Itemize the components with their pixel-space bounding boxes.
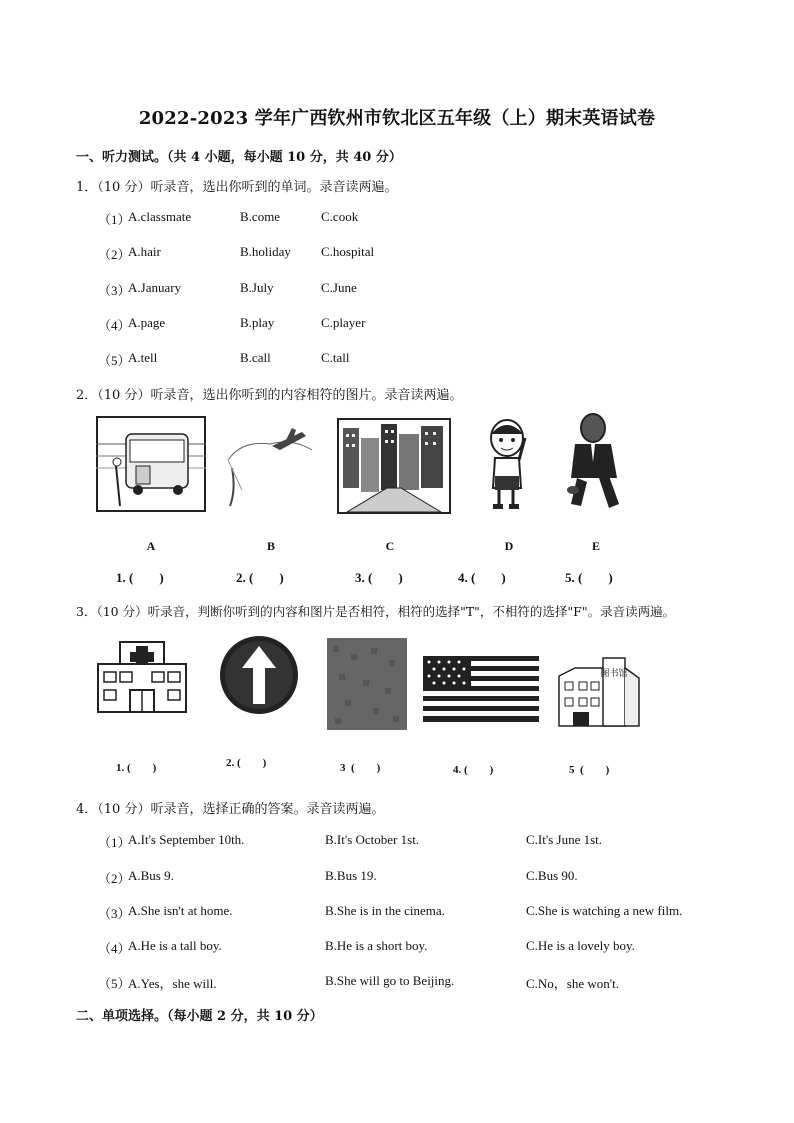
option-number: （5） <box>98 353 131 368</box>
answer-blank[interactable]: 2. ( ) <box>226 757 267 769</box>
q1-stem: 1．（10 分）听录音，选出你听到的单词。录音读两遍。 <box>76 180 398 195</box>
option-number: （2） <box>98 871 131 886</box>
option-a: A.Yes，she will. <box>128 976 217 991</box>
option-a: A.He is a tall boy. <box>128 938 222 953</box>
answer-blank[interactable]: 2. ( ) <box>236 570 284 585</box>
go-straight-sign-picture <box>218 634 300 716</box>
city-buildings-picture <box>337 418 451 514</box>
option-b: B.play <box>240 315 275 330</box>
option-number: （3） <box>98 906 131 921</box>
section-2-heading: 二、单项选择。（每小题 2 分，共 10 分） <box>76 1009 323 1024</box>
answer-blank[interactable]: 1. ( ) <box>116 570 164 585</box>
option-a: A.hair <box>128 244 161 259</box>
student-picture <box>481 416 533 512</box>
option-c: C.cook <box>321 209 359 224</box>
q4-stem: 4．（10 分）听录音，选择正确的答案。录音读两遍。 <box>76 802 385 817</box>
bus-picture <box>96 416 206 512</box>
answer-blank[interactable]: 5 ( ) <box>569 764 610 776</box>
option-b: B.She is in the cinema. <box>325 903 445 918</box>
picture-label-d: D <box>504 539 514 553</box>
option-number: （4） <box>98 318 131 333</box>
gray-square-picture <box>327 638 407 730</box>
option-number: （5） <box>98 976 131 991</box>
option-c: C.tall <box>321 350 350 365</box>
picture-label-a: A <box>146 539 156 553</box>
answer-blank[interactable]: 4. ( ) <box>453 764 494 776</box>
picture-label-c: C <box>385 539 395 553</box>
answer-blank[interactable]: 1. ( ) <box>116 762 157 774</box>
option-c: C.June <box>321 280 357 295</box>
picture-label-b: B <box>266 539 275 553</box>
answer-blank[interactable]: 4. ( ) <box>458 570 506 585</box>
hospital-picture <box>96 640 188 716</box>
answer-blank[interactable]: 3. ( ) <box>355 570 403 585</box>
option-b: B.come <box>240 209 281 224</box>
option-c: C.He is a lovely boy. <box>526 938 635 953</box>
option-a: A.January <box>128 280 182 295</box>
option-number: （1） <box>98 212 131 227</box>
option-a: A.Bus 9. <box>128 868 174 883</box>
option-b: B.Bus 19. <box>325 868 377 883</box>
q3-stem: 3．（10 分）听录音，判断你听到的内容和图片是否相符，相符的选择"T"，不相符的选择"F"。录音读两遍。 <box>76 604 676 619</box>
q2-stem: 2．（10 分）听录音，选出你听到的内容相符的图片。录音读两遍。 <box>76 388 463 403</box>
option-a: A.classmate <box>128 209 192 224</box>
option-c: C.player <box>321 315 366 330</box>
american-flag-picture <box>423 656 539 722</box>
option-number: （1） <box>98 835 131 850</box>
option-b: B.He is a short boy. <box>325 938 428 953</box>
option-a: A.tell <box>128 350 158 365</box>
option-c: C.No，she won't. <box>526 976 619 991</box>
airplane-picture <box>222 420 318 512</box>
option-c: C.Bus 90. <box>526 868 578 883</box>
option-b: B.call <box>240 350 271 365</box>
option-b: B.She will go to Beijing. <box>325 973 455 988</box>
answer-blank[interactable]: 3 ( ) <box>340 762 381 774</box>
option-c: C.She is watching a new film. <box>526 903 683 918</box>
option-b: B.holiday <box>240 244 291 259</box>
option-number: （2） <box>98 247 131 262</box>
page-title: 2022-2023 学年广西钦州市钦北区五年级（上）期末英语试卷 <box>138 108 656 129</box>
answer-blank[interactable]: 5. ( ) <box>565 570 613 585</box>
library-building-picture <box>555 654 643 728</box>
option-c: C.hospital <box>321 244 375 259</box>
picture-label-e: E <box>591 539 600 553</box>
option-b: B.July <box>240 280 274 295</box>
man-walking-picture <box>565 412 625 516</box>
option-a: A.It's September 10th. <box>128 832 245 847</box>
option-a: A.page <box>128 315 166 330</box>
option-c: C.It's June 1st. <box>526 832 603 847</box>
option-b: B.It's October 1st. <box>325 832 420 847</box>
option-a: A.She isn't at home. <box>128 903 233 918</box>
library-sign-text: 图书馆 <box>600 669 628 679</box>
option-number: （3） <box>98 283 131 298</box>
option-number: （4） <box>98 941 131 956</box>
section-1-heading: 一、听力测试。（共 4 小题，每小题 10 分，共 40 分） <box>76 150 402 165</box>
